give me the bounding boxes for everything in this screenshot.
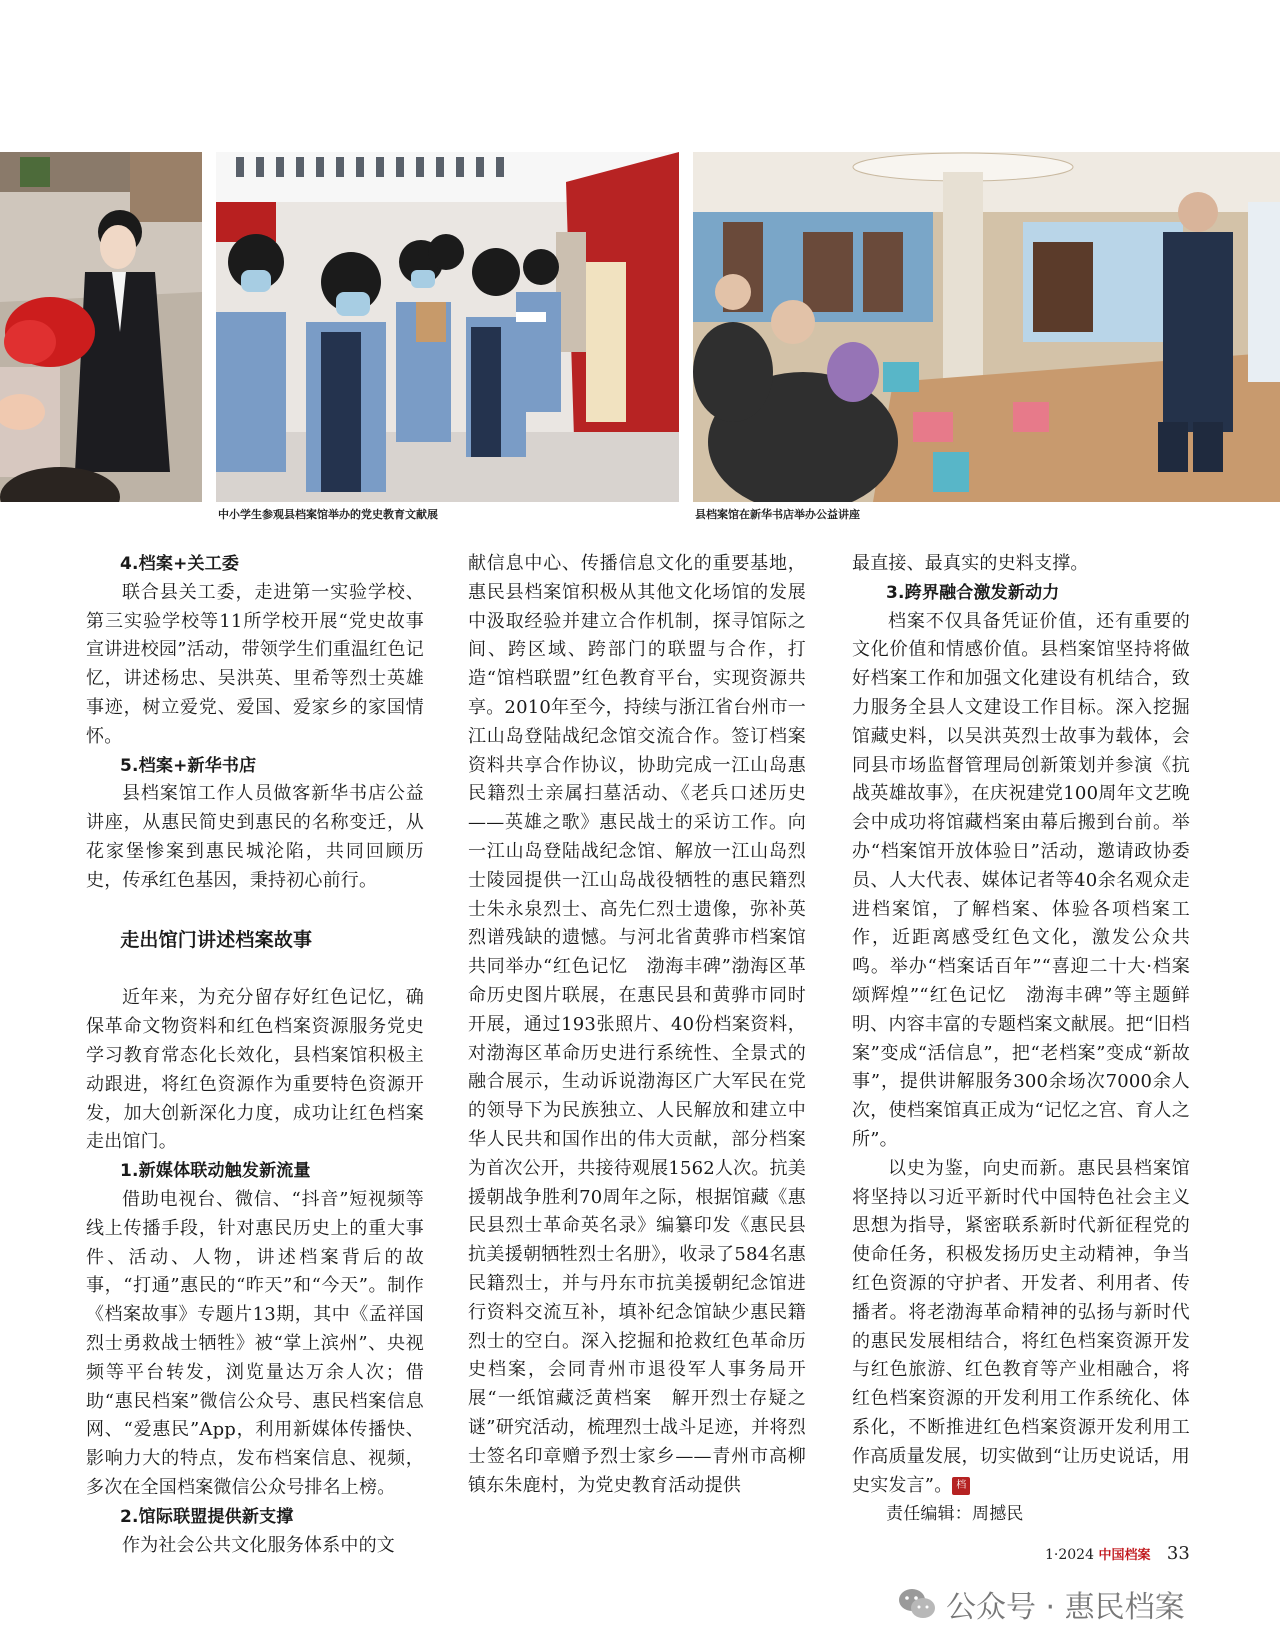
paragraph: 近年来，为充分留存好红色记忆，确保革命文物资料和红色档案资源服务党史学习教育常态化长效化，县档案馆积极主动跟进，将红色资源作为重要特色资源开发，加大创新深化力度，成功让红色档案走出馆门。 xyxy=(86,987,424,1153)
section-heading: 走出馆门讲述档案故事 xyxy=(120,928,313,951)
wechat-watermark xyxy=(898,1582,1185,1626)
paragraph: 借助电视台、微信、“抖音”短视频等线上传播手段，针对惠民历史上的重大事件、活动、人物，讲述档案背后的故事，“打通”惠民的“昨天”和“今天”。制作《档案故事》专题片13期，其中《孟祥国烈士勇救战士牺牲》被“掌上滨州”、央视频等平台转发，浏览量达万余人次；借助“惠民档案”微信公众号、惠民档案信息网、“爱惠民”App，利用新媒体传播快、影响力大的特点，发布档案信息、视频，多次在全国档案微信公众号排名上榜。 xyxy=(86,1188,424,1498)
subheading-crossover: 3.跨界融合激发新动力 xyxy=(886,582,1060,603)
page-number: 33 xyxy=(1166,1543,1190,1564)
paragraph-conclusion: 以史为鉴，向史而新。惠民县档案馆将坚持以习近平新时代中国特色社会主义思想为指导，紧密联系新时代新征程党的使命任务，积极发扬历史主动精神，争当红色资源的守护者、开发者、利用者、传播者。将老渤海革命精神的弘扬与新时代的惠民发展相结合，将红色档案资源开发与红色旅游、红色教育等产业相融合，将红色档案资源的开发利用工作系统化、体系化，不断推进红色档案资源开发利用工作高质量发展，切实做到“让历史说话，用史实发言”。 档 xyxy=(852,1157,1190,1496)
watermark-text: 公众号 · 惠民档案 xyxy=(946,1590,1185,1625)
magazine-name: 中国档案 xyxy=(1098,1548,1151,1563)
photo-caption-exhibition: 中小学生参观县档案馆举办的党史教育文献展 xyxy=(218,508,438,521)
subheading-archive-guangongwei: 4.档案+关工委 xyxy=(120,554,240,574)
paragraph: 档案不仅具备凭证价值，还有重要的文化价值和情感价值。县档案馆坚持将做好档案工作和加强文化建设有机结合，致力服务全县人文建设工作目标。深入挖掘馆藏史料，以吴洪英烈士故事为载体，会同县市场监督管理局创新策划并参演《抗战英雄故事》，在庆祝建党100周年文艺晚会中成功将馆藏档案由幕后搬到台前。举办“档案馆开放体验日”活动，邀请政协委员、人大代表、媒体记者等40余名观众走进档案馆，了解档案、体验各项档案工作，近距离感受红色文化，激发公众共鸣。举办“档案话百年”“喜迎二十大·档案颂辉煌”“红色记忆 渤海丰碑”等主题鲜明、内容丰富的专题档案文献展。把“旧档案”变成“活信息”，把“老档案”变成“新故事”，提供讲解服务300余场次7000余人次，使档案馆真正成为“记忆之宫、育人之所”。 xyxy=(852,610,1190,1150)
subheading-new-media: 1.新媒体联动触发新流量 xyxy=(120,1161,311,1182)
wechat-icon xyxy=(898,1587,936,1621)
photo-student-ceremony xyxy=(0,152,202,502)
end-seal-icon: 档 xyxy=(952,1477,970,1495)
paragraph: 联合县关工委，走进第一实验学校、第三实验学校等11所学校开展“党史故事宣讲进校园”活动，带领学生们重温红色记忆，讲述杨忠、吴洪英、里希等烈士英雄事迹，树立爱党、爱国、爱家乡的家国情怀。 xyxy=(86,581,424,747)
paragraph: 县档案馆工作人员做客新华书店公益讲座，从惠民简史到惠民的名称变迁，从花家堡惨案到惠民城沦陷，共同回顾历史，传承红色基因，秉持初心前行。 xyxy=(86,783,424,891)
subheading-alliance: 2.馆际联盟提供新支撑 xyxy=(120,1506,294,1527)
photo-students-exhibition xyxy=(216,152,679,502)
photo-bookstore-lecture xyxy=(693,152,1280,502)
subheading-archive-xinhua: 5.档案+新华书店 xyxy=(120,755,257,776)
text-column-3 xyxy=(852,550,1190,1529)
photo-caption-lecture: 县档案馆在新华书店举办公益讲座 xyxy=(695,508,860,521)
text-column-2 xyxy=(468,550,806,1500)
paragraph: 献信息中心、传播信息文化的重要基地，惠民县档案馆积极从其他文化场馆的发展中汲取经验并建立合作机制，探寻馆际之间、跨区域、跨部门的联盟与合作，打造“馆档联盟”红色教育平台，实现资源共享。2010年至今，持续与浙江省台州市一江山岛登陆战纪念馆交流合作。签订档案资料共享合作协议，协助完成一江山岛惠民籍烈士亲属扫墓活动、《老兵口述历史——英雄之歌》惠民战士的采访工作。向一江山岛登陆战纪念馆、解放一江山岛烈士陵园提供一江山岛战役牺牲的惠民籍烈士朱永泉烈士、高先仁烈士遗像，弥补英烈谱残缺的遗憾。与河北省黄骅市档案馆共同举办“红色记忆 渤海丰碑”渤海区革命历史图片联展，在惠民县和黄骅市同时开展，通过193张照片、40份档案资料，对渤海区革命历史进行系统性、全景式的融合展示，生动诉说渤海区广大军民在党的领导下为民族独立、人民解放和建立中华人民共和国作出的伟大贡献，部分档案为首次公开，共接待观展1562人次。抗美援朝战争胜利70周年之际，根据馆藏《惠民县烈士革命英名录》编纂印发《惠民县抗美援朝牺牲烈士名册》，收录了584名惠民籍烈士，并与丹东市抗美援朝纪念馆进行资料交流互补，填补纪念馆缺少惠民籍烈士的空白。深入挖掘和抢救红色革命历史档案，会同青州市退役军人事务局开展“一纸馆藏泛黄档案 解开烈士存疑之谜”研究活动，梳理烈士战斗足迹，并将烈士签名印章赠予烈士家乡——青州市高柳镇东朱鹿村，为党史教育活动提供 xyxy=(468,553,806,1496)
issue-number: 1·2024 xyxy=(1045,1547,1094,1563)
paragraph: 最直接、最真实的史料支撑。 xyxy=(852,553,1089,574)
paragraph: 作为社会公共文化服务体系中的文 xyxy=(122,1534,395,1556)
page-footer xyxy=(1045,1543,1190,1564)
text-column-1 xyxy=(86,550,424,1560)
editor-credit: 责任编辑：周撼民 xyxy=(886,1504,1024,1525)
